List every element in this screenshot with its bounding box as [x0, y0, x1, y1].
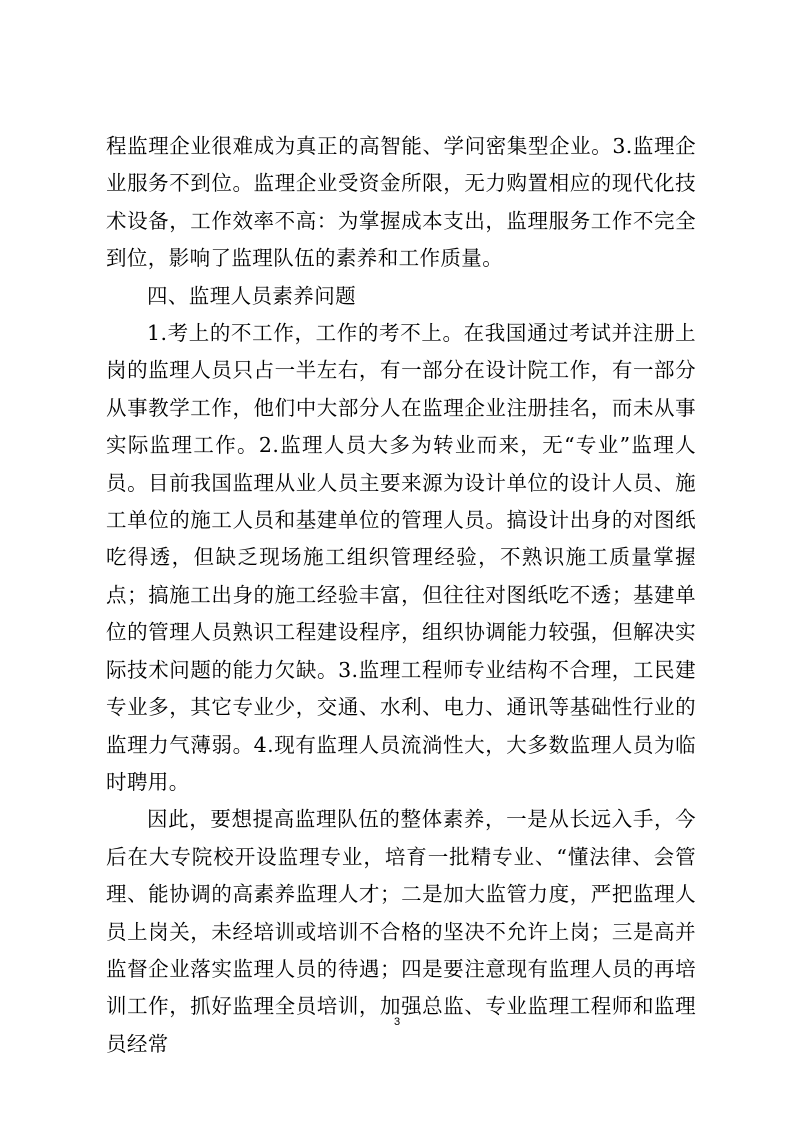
- paragraph-measures: 因此，要想提高监理队伍的整体素养，一是从长远入手，今后在大专院校开设监理专业，培育一批精专业、“懂法律、会管理、能协调的高素养监理人才；二是加大监管力度，严把监理人员上岗关，未经培训或培训不合格的坚决不允许上岗；三是高并监督企业落实监理人员的待遇；四是要注意现有监理人员的再培训工作，抓好监理全员培训，加强总监、专业监理工程师和监理员经常: [106, 807, 696, 1056]
- body-text: [106, 128, 696, 1063]
- paragraph-personnel-issues: 1.考上的不工作，工作的考不上。在我国通过考试并注册上岗的监理人员只占一半左右，有一部分在设计院工作，有一部分从事教学工作，他们中大部分人在监理企业注册挂名，而未从事实际监理工作。2.监理人员大多为转业而来，无“专业”监理人员。目前我国监理从业人员主要来源为设计单位的设计人员、施工单位的施工人员和基建单位的管理人员。搞设计出身的对图纸吃得透，但缺乏现场施工组织管理经验，不熟识施工质量掌握点；搞施工出身的施工经验丰富，但往往对图纸吃不透；基建单位的管理人员熟识工程建设程序，组织协调能力较强，但解决实际技术问题的能力欠缺。3.监理工程师专业结构不合理，工民建专业多，其它专业少，交通、水利、电力、通讯等基础性行业的监理力气薄弱。4.现有监理人员流淌性大，大多数监理人员为临时聘用。: [106, 321, 696, 794]
- page-number: 3: [393, 1016, 401, 1028]
- paragraph-continuation: 程监理企业很难成为真正的高智能、学问密集型企业。3.监理企业服务不到位。监理企业受资金所限，无力购置相应的现代化技术设备，工作效率不高：为掌握成本支出，监理服务工作不完全到位，影响了监理队伍的素养和工作质量。: [106, 134, 696, 271]
- section-heading: 四、监理人员素养问题: [147, 283, 356, 308]
